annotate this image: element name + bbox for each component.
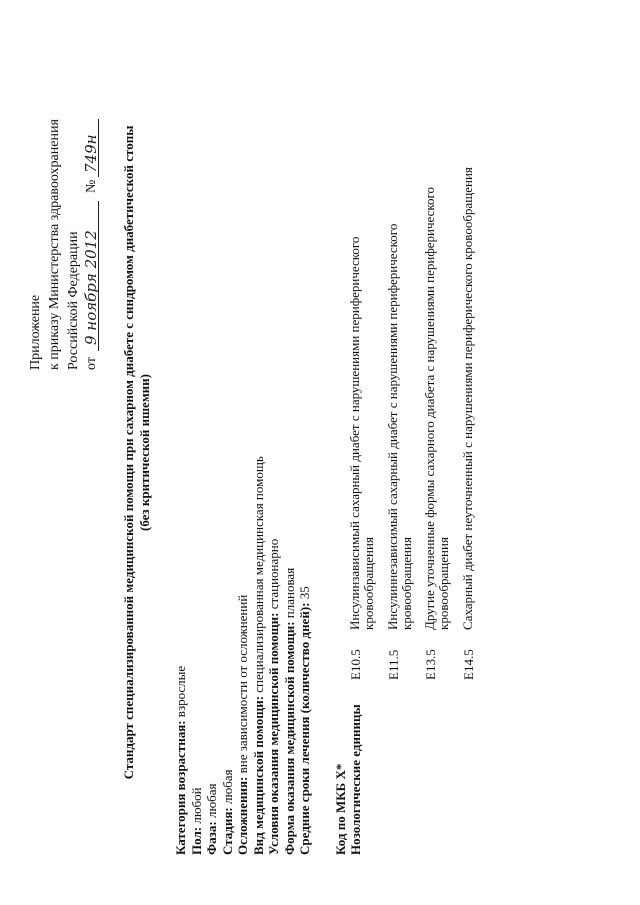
appendix-label: Приложение [28,294,43,370]
param-label: Вид медицинской помощи: [250,695,266,855]
param-stage [220,769,236,855]
param-label: Категория возрастная: [173,720,188,855]
page-title: Стандарт специализированной медицинской помощи при сахарном диабете с синдромом диабетической стопы [121,125,136,780]
mkb-description: Сахарный диабет неуточненный с нарушениями периферического кровообращения [460,167,475,630]
mkb-code: E14.5 [461,649,476,680]
handwritten-number: 749н [82,134,100,173]
param-value: специализированная медицинская помощь [250,456,266,696]
param-value: любая [204,783,219,822]
page-subtitle: (без критической ишемии) [137,374,152,531]
param-value: любой [188,787,204,827]
param-value: взрослые [173,665,188,721]
param-value: плановая [281,567,297,622]
param-care-conditions [266,539,282,855]
date-prefix: от [84,357,99,370]
mkb-description: Другие уточненные формы сахарного диабета с нарушениями периферического кровообращения [422,186,451,630]
param-value: любая [219,769,235,808]
mkb-code: E11.5 [386,649,401,680]
param-care-form [282,568,298,855]
param-label: Стадия: [219,807,235,855]
appendix-date-line [84,357,99,370]
handwritten-date: 9 ноября 2012 [82,230,100,345]
param-value: вне зависимости от осложнений [235,594,250,777]
nosology-label: Нозологические единицы [348,704,363,855]
param-value: стационарно [266,538,281,613]
param-complications [235,595,251,855]
param-label: Пол: [188,826,204,855]
mkb-description: Инсулинзависимый сахарный диабет с нарушениями периферического кровообращения [347,236,376,630]
param-age-category [173,666,189,855]
mkb-code: E13.5 [423,649,438,680]
param-label: Фаза: [204,821,219,855]
param-phase [204,783,220,855]
param-label: Форма оказания медицинской помощи: [281,621,297,855]
appendix-federation-line: Российской Федерации [66,231,81,370]
param-label: Условия оказания медицинской помощи: [266,612,281,855]
param-label: Средние сроки лечения (количество дней): [297,602,312,855]
param-value: 35 [297,586,312,603]
number-prefix: № [84,179,99,193]
param-label: Осложнения: [235,776,250,855]
mkb-code-label: Код по МКБ X* [333,763,348,855]
param-treatment-duration [297,586,313,855]
mkb-description: Инсулиннезависимый сахарный диабет с нарушениями периферического кровообращения [385,223,414,630]
mkb-code: E10.5 [348,649,363,680]
param-care-type [251,456,267,855]
appendix-order-line: к приказу Министерства здравоохранения [47,119,62,370]
param-sex [189,787,205,855]
